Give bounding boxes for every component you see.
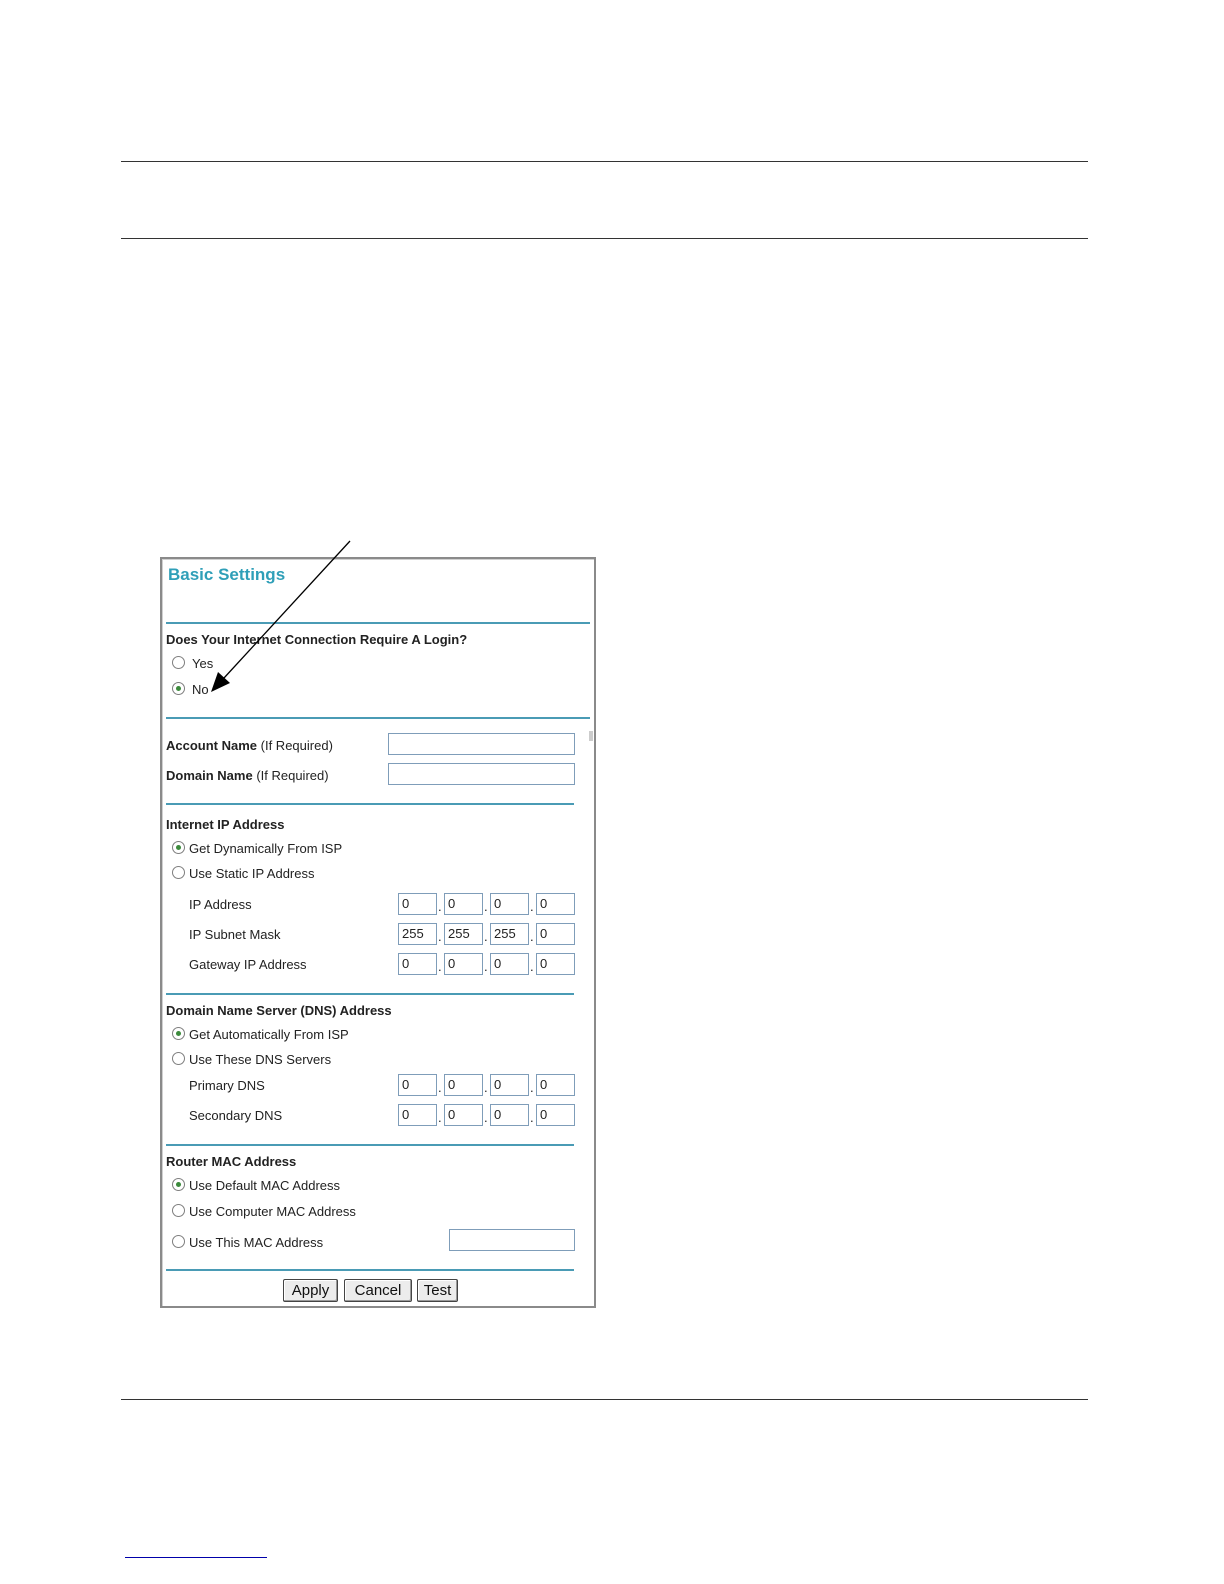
- primary-dns-label: Primary DNS: [189, 1078, 265, 1093]
- gateway-octet-4[interactable]: 0: [536, 953, 575, 975]
- octet-separator: .: [484, 899, 488, 914]
- account-name-suffix: (If Required): [257, 738, 333, 753]
- octet-separator: .: [438, 1080, 442, 1095]
- primary-dns-octet-3[interactable]: 0: [490, 1074, 529, 1096]
- gateway-octet-2[interactable]: 0: [444, 953, 483, 975]
- subnet-mask-octet-2[interactable]: 255: [444, 923, 483, 945]
- radio-dns-auto-label: Get Automatically From ISP: [189, 1027, 349, 1042]
- radio-mac-computer-label: Use Computer MAC Address: [189, 1204, 356, 1219]
- radio-dns-manual-label: Use These DNS Servers: [189, 1052, 332, 1067]
- octet-separator: .: [438, 959, 442, 974]
- ip-address-label: IP Address: [189, 897, 252, 912]
- octet-separator: .: [438, 929, 442, 944]
- secondary-dns-label: Secondary DNS: [189, 1108, 283, 1123]
- internet-ip-heading: Internet IP Address: [166, 817, 285, 832]
- radio-no-label: No: [192, 682, 209, 697]
- radio-mac-custom-label: Use This MAC Address: [189, 1235, 324, 1250]
- primary-dns-octet-1[interactable]: 0: [398, 1074, 437, 1096]
- octet-separator: .: [484, 929, 488, 944]
- subnet-mask-label: IP Subnet Mask: [189, 927, 281, 942]
- octet-separator: .: [484, 959, 488, 974]
- gateway-octet-1[interactable]: 0: [398, 953, 437, 975]
- ip-address-octet-3[interactable]: 0: [490, 893, 529, 915]
- mac-heading: Router MAC Address: [166, 1154, 297, 1169]
- secondary-dns-octet-2[interactable]: 0: [444, 1104, 483, 1126]
- octet-separator: .: [438, 1110, 442, 1125]
- callout-arrow-line: [224, 541, 350, 678]
- octet-separator: .: [530, 959, 534, 974]
- subnet-mask-octet-4[interactable]: 0: [536, 923, 575, 945]
- subnet-mask-octet-1[interactable]: 255: [398, 923, 437, 945]
- octet-separator: .: [438, 899, 442, 914]
- primary-dns-octet-2[interactable]: 0: [444, 1074, 483, 1096]
- radio-ip-dynamic-label: Get Dynamically From ISP: [189, 841, 343, 856]
- octet-separator: .: [530, 899, 534, 914]
- dns-heading: Domain Name Server (DNS) Address: [166, 1003, 392, 1018]
- octet-separator: .: [530, 1110, 534, 1125]
- secondary-dns-octet-1[interactable]: 0: [398, 1104, 437, 1126]
- ip-address-octet-4[interactable]: 0: [536, 893, 575, 915]
- test-button[interactable]: Test: [417, 1279, 458, 1302]
- gateway-label: Gateway IP Address: [189, 957, 307, 972]
- panel-title: Basic Settings: [168, 565, 286, 584]
- login-question: Does Your Internet Connection Require A Login?: [166, 632, 468, 647]
- domain-name-suffix: (If Required): [252, 768, 329, 783]
- radio-yes-label: Yes: [192, 656, 214, 671]
- apply-button[interactable]: Apply: [283, 1279, 338, 1302]
- ip-address-octet-2[interactable]: 0: [444, 893, 483, 915]
- octet-separator: .: [484, 1080, 488, 1095]
- radio-mac-default-label: Use Default MAC Address: [189, 1178, 341, 1193]
- gateway-octet-3[interactable]: 0: [490, 953, 529, 975]
- secondary-dns-octet-3[interactable]: 0: [490, 1104, 529, 1126]
- octet-separator: .: [530, 929, 534, 944]
- primary-dns-octet-4[interactable]: 0: [536, 1074, 575, 1096]
- domain-name-title: Domain Name: [166, 768, 253, 783]
- cancel-button[interactable]: Cancel: [344, 1279, 412, 1302]
- secondary-dns-octet-4[interactable]: 0: [536, 1104, 575, 1126]
- ip-address-octet-1[interactable]: 0: [398, 893, 437, 915]
- account-name-title: Account Name: [166, 738, 258, 753]
- subnet-mask-octet-3[interactable]: 255: [490, 923, 529, 945]
- radio-ip-static-label: Use Static IP Address: [189, 866, 315, 881]
- octet-separator: .: [530, 1080, 534, 1095]
- octet-separator: .: [484, 1110, 488, 1125]
